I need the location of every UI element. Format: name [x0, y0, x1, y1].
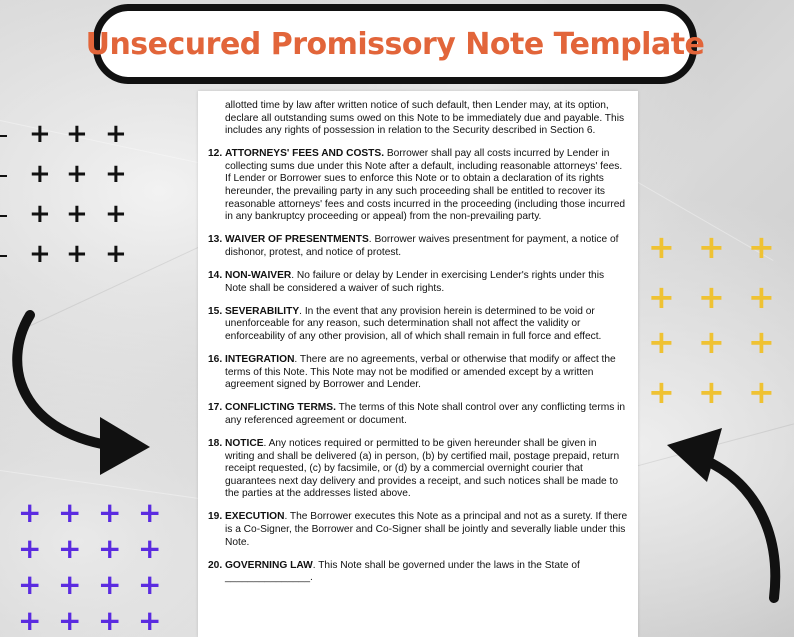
dash-mark — [0, 135, 7, 137]
clause-body — [225, 306, 628, 344]
purple-plus-icon: + — [58, 604, 82, 637]
dash-mark — [0, 215, 7, 217]
clause-body — [225, 234, 628, 259]
yellow-plus-icon: + — [648, 323, 675, 361]
purple-plus-icon: + — [138, 568, 162, 601]
purple-plus-icon: + — [98, 532, 122, 565]
clause-body — [225, 402, 628, 427]
clause-text: The terms of this Note shall control over any conflicting terms in any referenced agreement or document. — [225, 402, 626, 426]
clause-list — [208, 148, 628, 585]
clause-item — [208, 402, 628, 427]
clause-body — [225, 560, 628, 585]
left-curved-arrow-icon — [0, 305, 170, 485]
clause-number: 19. — [208, 511, 223, 523]
clause-number: 18. — [208, 437, 223, 449]
clause-heading: NON-WAIVER — [225, 270, 292, 282]
clause-heading: EXECUTION — [225, 511, 285, 523]
black-plus-icon: + — [105, 239, 127, 269]
black-plus-icon: + — [29, 159, 51, 189]
banner-title: Unsecured Promissory Note Template — [85, 26, 705, 62]
clause-number: 14. — [208, 270, 223, 282]
black-plus-icon: + — [66, 239, 88, 269]
clause-body — [225, 438, 628, 501]
clause-text: . Borrower waives presentment for payment, a notice of dishonor, protest, and notice of protest. — [225, 234, 619, 258]
yellow-plus-icon: + — [748, 228, 775, 266]
purple-plus-icon: + — [98, 604, 122, 637]
clause-number: 17. — [208, 402, 223, 414]
purple-plus-icon: + — [98, 568, 122, 601]
title-banner — [85, 4, 705, 84]
yellow-plus-icon: + — [698, 278, 725, 316]
clause-item — [208, 354, 628, 392]
purple-plus-icon: + — [18, 604, 42, 637]
purple-plus-icon: + — [58, 532, 82, 565]
clause-number: 20. — [208, 559, 223, 571]
clause-body — [225, 270, 628, 295]
clause-heading: CONFLICTING TERMS. — [225, 402, 336, 414]
document-page — [198, 91, 638, 637]
black-plus-icon: + — [105, 159, 127, 189]
black-plus-icon: + — [66, 119, 88, 149]
clause-item — [208, 148, 628, 224]
purple-plus-icon: + — [58, 568, 82, 601]
clause-body — [225, 354, 628, 392]
clause-number: 12. — [208, 148, 223, 160]
purple-plus-icon: + — [138, 496, 162, 529]
clause-item — [208, 511, 628, 549]
black-plus-icon: + — [66, 199, 88, 229]
clause-text: . No failure or delay by Lender in exercising Lender's rights under this Note shall be considered a waiver of such rights. — [225, 270, 605, 294]
yellow-plus-icon: + — [648, 373, 675, 411]
black-plus-icon: + — [105, 199, 127, 229]
clause-item — [208, 306, 628, 344]
purple-plus-icon: + — [138, 532, 162, 565]
clause-body — [225, 148, 628, 224]
purple-plus-icon: + — [58, 496, 82, 529]
yellow-plus-icon: + — [698, 228, 725, 266]
yellow-plus-icon: + — [648, 278, 675, 316]
clause-item — [208, 560, 628, 585]
clause-heading: INTEGRATION — [225, 354, 295, 365]
clause-item — [208, 234, 628, 259]
clause-item — [208, 438, 628, 501]
clause-number: 16. — [208, 354, 223, 365]
yellow-plus-icon: + — [698, 373, 725, 411]
clause-heading: SEVERABILITY — [225, 305, 300, 317]
clause-number: 13. — [208, 234, 223, 246]
yellow-plus-icon: + — [648, 228, 675, 266]
black-plus-icon: + — [66, 159, 88, 189]
purple-plus-icon: + — [18, 496, 42, 529]
clause-heading: GOVERNING LAW — [225, 559, 313, 571]
purple-plus-icon: + — [18, 568, 42, 601]
yellow-plus-icon: + — [748, 278, 775, 316]
clause-heading: NOTICE — [225, 437, 264, 449]
clause-text: . The Borrower executes this Note as a principal and not as a surety. If there is a Co-Signer, the Borrower and Co-Signer shall be jointly and severally liable under this Note. — [225, 511, 628, 548]
clause-heading: WAIVER OF PRESENTMENTS — [225, 234, 369, 246]
clause-heading: ATTORNEYS' FEES AND COSTS. — [225, 148, 385, 160]
clause-text: . In the event that any provision herein is determined to be void or unenforceable for any reason, such determination shall not affect the validity or enforceability of any other provision, all of which shall remain in full force and effect. — [225, 305, 602, 342]
black-plus-icon: + — [29, 239, 51, 269]
yellow-plus-icon: + — [748, 323, 775, 361]
clause-body — [225, 511, 628, 549]
clause-text: . This Note shall be governed under the laws in the State of _______________. — [225, 559, 580, 584]
intro-paragraph: allotted time by law after written notice of such default, then Lender may, at its option, declare all outstanding sums owed on this Note to be immediately due and payable. This includes any rights of possession in relation to the Security described in Section 6. — [225, 100, 625, 137]
dash-mark — [0, 255, 7, 257]
clause-text: . Any notices required or permitted to be given hereunder shall be given in writing and shall be delivered (a) in person, (b) by certified mail, postage prepaid, return receipt requested, (c) by facsimile, or (d) by a commercial overnight courier that guarantees next day delivery and provides a receipt, and such notices shall be made to the parties at the addresses listed above. — [225, 437, 620, 500]
clause-text: Borrower shall pay all costs incurred by Lender in collecting sums due under this Note after a default, including reasonable attorneys' fees. If Lender or Borrower sues to enforce this Note or to obtain a declaration of its rights hereunder, the prevailing party in any such proceeding shall be entitled to recover its reasonable attorneys' fees and costs incurred in the proceeding (including those incurred in any bankruptcy proceeding or appeal) from the non-prevailing party. — [225, 148, 626, 223]
purple-plus-icon: + — [98, 496, 122, 529]
clause-text: . There are no agreements, verbal or otherwise that modify or affect the terms of this Note. This Note may not be modified or amended except by a written agreement signed by Borrower and Lender. — [225, 354, 616, 391]
black-plus-icon: + — [29, 199, 51, 229]
yellow-plus-icon: + — [698, 323, 725, 361]
purple-plus-icon: + — [18, 532, 42, 565]
black-plus-icon: + — [29, 119, 51, 149]
dash-mark — [0, 175, 7, 177]
clause-number: 15. — [208, 305, 223, 317]
purple-plus-icon: + — [138, 604, 162, 637]
right-curved-arrow-icon — [662, 420, 794, 620]
clause-item — [208, 270, 628, 295]
black-plus-icon: + — [105, 119, 127, 149]
yellow-plus-icon: + — [748, 373, 775, 411]
